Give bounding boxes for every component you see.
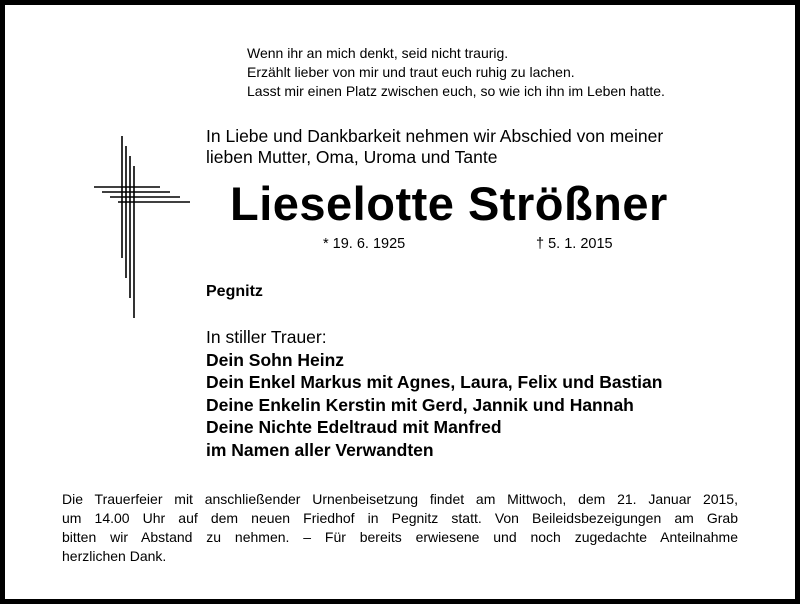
funeral-line: um 14.00 Uhr auf dem neuen Friedhof in Pegnitz statt. Von Beileidsbezeigungen am Grab [62,510,738,526]
mourners-block [206,326,662,461]
poem-line: Lasst mir einen Platz zwischen euch, so wie ich ihn im Leben hatte. [247,83,665,99]
mourner-line: Dein Sohn Heinz [206,349,345,370]
mourner-line: Deine Enkelin Kerstin mit Gerd, Jannik und Hannah [206,394,634,415]
poem [247,44,665,101]
death-date: † 5. 1. 2015 [536,236,613,252]
place-name: Pegnitz [206,283,263,300]
intro-line: In Liebe und Dankbarkeit nehmen wir Abschied von meiner [206,126,664,146]
funeral-line: herzlichen Dank. [62,548,167,564]
mourner-line: Deine Nichte Edeltraud mit Manfred [206,417,502,437]
birth-date: * 19. 6. 1925 [323,236,406,252]
mourner-line: Dein Enkel Markus mit Agnes, Laura, Felix und Bastian [206,372,663,392]
poem-line: Wenn ihr an mich denkt, seid nicht traurig. [247,45,509,61]
intro-line: lieben Mutter, Oma, Uroma und Tante [206,147,498,167]
mourning-intro: In stiller Trauer: [206,327,327,347]
funeral-information [62,490,738,566]
funeral-line: Die Trauerfeier mit anschließender Urnenbeisetzung findet am Mittwoch, dem 21. Januar 2015, [62,491,738,507]
intro-text [206,126,663,168]
mourner-line: im Namen aller Verwandten [206,439,434,460]
line-cross-icon [88,130,198,330]
deceased-name: Lieselotte Strößner [230,177,668,230]
poem-line: Erzählt lieber von mir und traut euch ruhig zu lachen. [247,64,575,80]
funeral-line: bitten wir Abstand zu nehmen. – Für bereits erwiesene und noch zugedachte Anteilnahme [62,529,738,545]
